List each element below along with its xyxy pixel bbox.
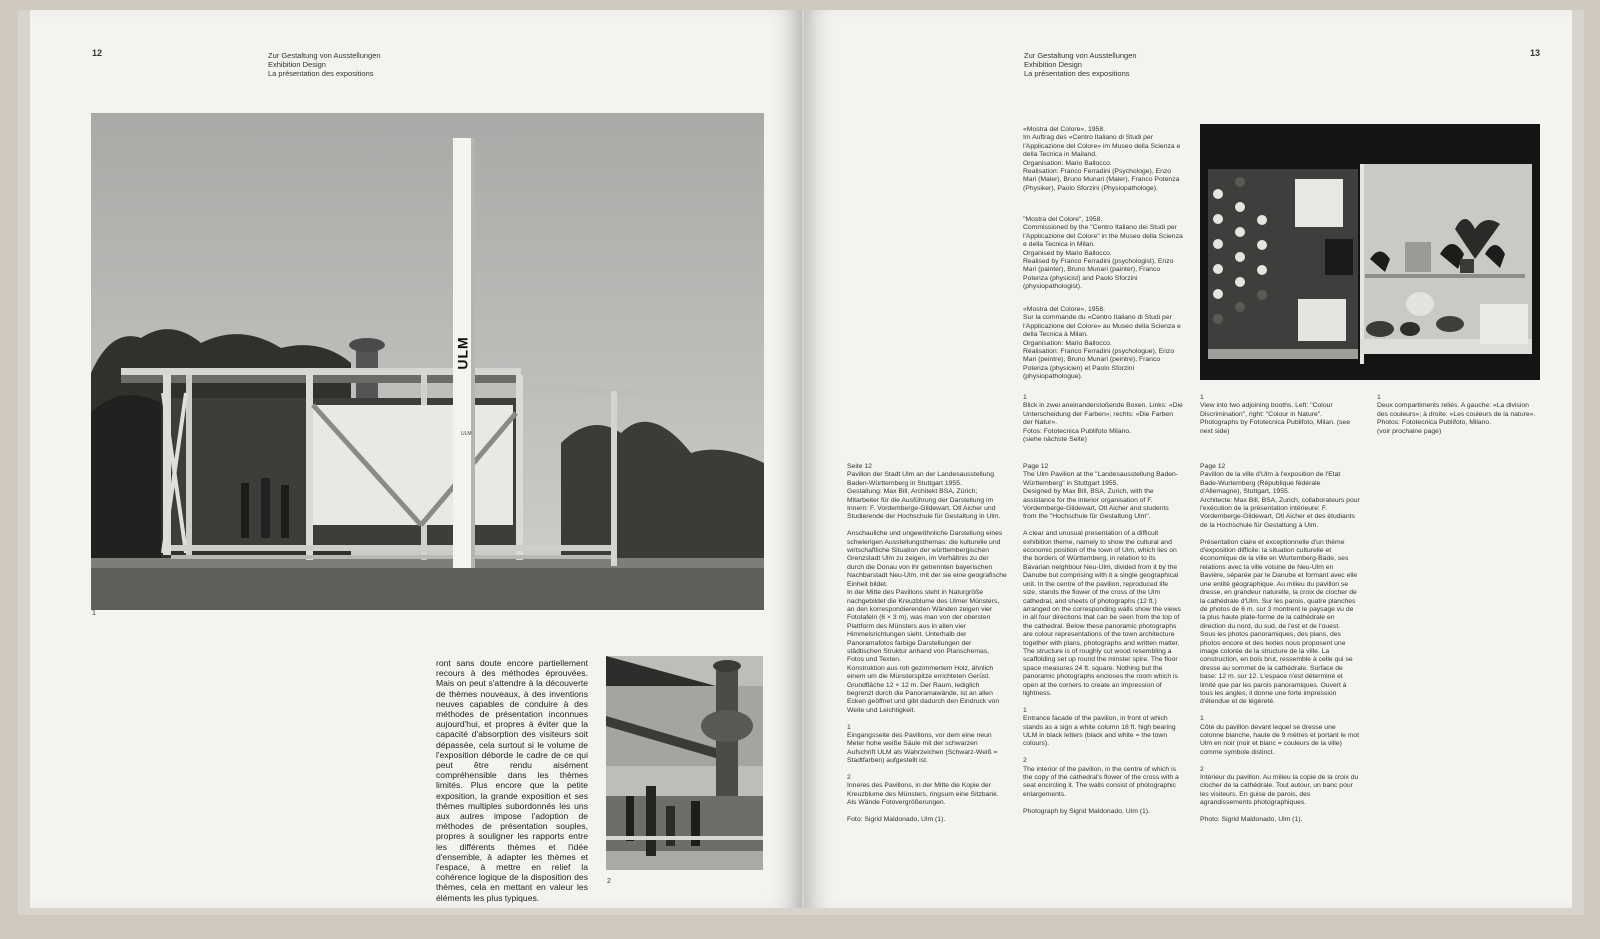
book-spread bbox=[18, 10, 1584, 915]
color-booth-photo bbox=[1200, 124, 1540, 380]
panel-small-sign: ULM bbox=[461, 431, 472, 437]
running-head-left: Zur Gestaltung von Ausstellungen Exhibition Design La présentation des expositions bbox=[268, 51, 381, 78]
booth-caption-english: 1 View into two adjoining booths. Left: "Colour Discrimination", right: "Colour in Nature". Photographs by Fototecnica Publifoto, Milan. (see next side) bbox=[1200, 394, 1350, 435]
figure-2-label: 2 bbox=[607, 878, 611, 885]
figure-1-label: 1 bbox=[92, 610, 96, 617]
text-column-french: Page 12 Pavillon de la ville d'Ulm à l'exposition de l'Etat Bade-Wurtemberg (République fédérale d'Allemagne), Stuttgart, 1955. Architecte: Max Bill, BSA, Zurich, collaborateurs pour l'exécution de la présentation intérieure: F. Vordemberge-Gildewart, Otl Aicher et des étudiants de la Hochschule für Gestaltung à Ulm. Présentation claire et exceptionnelle d'un thème d'exposition difficile: la situation culturelle et économique de la ville en Wurtemberg-Bade, ses relations avec la ville voisine de Neu-Ulm en Bavière, séparée par le Danube et formant avec elle une entité géographique. Au milieu du pavillon se dresse, en grandeur naturelle, la croix de clocher de la cathédrale d'Ulm. Sur les parois, quatre planches de photos de 6 m. sur 3 montrent le paysage vu de la plus haute plate-forme de la cathédrale en direction du nord, du sud, de l'est et de l'ouest. Sous les photos panoramiques, des plans, des photos encore et des textes nous proposent une image colorée de la structure de la ville. La construction, en bois brut, ressemble à celle qui se dresse au sommet de la cathédrale. Surface de base: 12 m. sur 12. L'espace n'est déterminé et limité que par les parois panoramiques. Ouvert à tous les angles, il donne une forte impression d'étendue et de légèreté. 1 Côté du pavillon devant lequel se dresse une colonne blanche, haute de 9 mètres et portant le mot Ulm en noir (noir et blanc = couleurs de la ville) comme symbole distinct. 2 Intérieur du pavillon. Au milieu la copie de la croix du clocher de la cathédrale. Tout autour, un banc pour les visiteurs. En guise de parois, des agrandissements photographiques. Photo: Sigrid Maldonado, Ulm (1). bbox=[1200, 463, 1360, 824]
right-page bbox=[804, 10, 1572, 908]
text-column-german: Seite 12 Pavillon der Stadt Ulm an der Landesausstellung Baden-Württemberg in Stuttgart 1955. Gestaltung: Max Bill, Architekt BSA, Zürich; Mitarbeiter für die Ausführung der Darstellung im Innern: F. Vordemberge-Gildewart, Otl Aicher und Studierende der Hochschule für Gestaltung in Ulm. Anschauliche und ungewöhnliche Darstellung eines schwierigen Ausstellungsthemas: die kulturelle und wirtschaftliche Situation der württembergischen Grenzstadt Ulm zu zeigen, im Verhältnis zu der durch die Donau von ihr getrennten bayerischen Nachbarstadt Neu-Ulm, mit der sie eine geografische Einheit bildet. In der Mitte des Pavillons steht in Naturgröße nachgebildet die Kreuzblume des Ulmer Münsters, an den korrespondierenden Wänden zeigen vier Fototafeln (6 × 3 m), was man von der obersten Plattform des Münsters aus in allen vier Himmelsrichtungen sieht. Unterhalb der Panoramafotos farbige Darstellungen der städtischen Struktur anhand von Planschemas, Fotos und Texten. Konstruktion aus roh gezimmertem Holz, ähnlich einem um die Münsterspitze errichteten Gerüst. Grundfläche 12 × 12 m. Der Raum, lediglich begrenzt durch die Panoramawände, ist an allen Ecken geöffnet und gibt dadurch den Eindruck von Weite und Leichtigkeit. 1 Eingangsseite des Pavillons, vor dem eine neun Meter hohe weiße Säule mit der schwarzen Aufschrift ULM als Wahrzeichen (Schwarz-Weiß = Stadtfarben) aufgestellt ist. 2 Inneres des Pavillons, in der Mitte die Kopie der Kreuzblume des Münsters, ringsum eine Sitzbank. Als Wände Fotovergrößerungen. Foto: Sigrid Maldonado, Ulm (1). bbox=[847, 463, 1007, 824]
ulm-column-sign: ULM bbox=[455, 336, 472, 370]
pavilion-interior-photo bbox=[606, 656, 763, 870]
left-page bbox=[30, 10, 802, 908]
body-text-french: ront sans doute encore partiellement recours à des méthodes éprouvées. Mais on peut s'attendre à la découverte de thèmes nouveaux, à des inventions neuves capables de conduire à des méthodes de présentation inconnues aujourd'hui, et propres à éviter que la capacité d'absorption des visiteurs soit dépassée, cela surtout si le volume de l'exposition déborde le cadre de ce qui peut être rendu aisément compréhensible dans les thèmes limités. Plus encore que la petite exposition, la grande exposition et ses thèmes multiples subordonnés les uns aux autres impose l'adoption de méthodes de présentation souples, propres à souligner les rapports entre les différents thèmes et l'idée d'ensemble, à adapter les thèmes et l'espace, à mettre en relief la cohérence logique de la disposition des thèmes, cela en mettant en valeur les éléments les plus typiques. bbox=[436, 658, 588, 903]
text-column-english: Page 12 The Ulm Pavilion at the "Landesausstellung Baden-Württemberg" in Stuttgart 1955. Designed by Max Bill, BSA, Zurich, with the assistance for the interior organisation of F. Vordemberge-Gildewart, Otl Aicher and students from the "Hochschule für Gestaltung Ulm". A clear and unusual presentation of a difficult exhibition theme, namely to show the cultural and economic position of the town of Ulm, which lies on the borders of Württemberg, in relation to its Bavarian neighbour Neu-Ulm, divided from it by the Danube but comprising with it a single geographical unit. In the centre of the pavilion, reproduced life size, stands the flower of the cross of the Ulm cathedral, and sheets of photographs (12 ft.) arranged on the corresponding walls show the views in all four directions that can be seen from the top of the cathedral. Below these panoramic photographs are colour representations of the town architecture together with plans, photographs and written matter. The structure is of roughly cut wood resembling a scaffolding set up round the minster spire. The floor space measures 24 ft. square. Nothing but the panoramic photographs encloses the room which is open at the corners to create an impression of lightness. 1 Entrance facade of the pavilion, in front of which stands as a sign a white column 18 ft. high bearing ULM in black letters (black and white = the town colours). 2 The interior of the pavilion, in the centre of which is the copy of the cathedral's flower of the cross with a seat encircling it. The walls consist of photographic enlargements. Photograph by Sigrid Maldonado, Ulm (1). bbox=[1023, 463, 1181, 815]
page-number-left: 12 bbox=[92, 48, 103, 58]
mostra-text-english: "Mostra del Colore", 1958. Commissioned by the "Centro Italiano dei Studi per l'Applicazione del Colore" in the Museo della Scienza e della Tecnica in Milan. Organised by Mario Ballocco. Realised by Franco Ferradini (psychologist), Enzo Mari (painter), Bruno Munari (painter), Franco Potenza (physicist) and Paolo Sforzini (physiopathologist). bbox=[1023, 216, 1183, 291]
mostra-text-french: «Mostra del Colore», 1958. Sur la commande du «Centro Italiano di Studi per l'Applicazione del Colore» au Museo della Scienza e della Tecnica à Milan. Organisation: Mario Ballocco. Réalisation: Franco Ferradini (psychologue), Enzo Mari (peintre), Bruno Munari (peintre), Franco Potenza (physicien) et Paolo Sforzini (physiopathologue). bbox=[1023, 306, 1181, 381]
booth-caption-german: 1 Blick in zwei aneinanderstoßende Boxen. Links: «Die Unterscheidung der Farben»; rechts: «Die Farben der Natur». Fotos: Fototecnica Publifoto Milano. (siehe nächste Seite) bbox=[1023, 394, 1183, 444]
pavilion-photo bbox=[91, 113, 764, 610]
page-number-right: 13 bbox=[1530, 48, 1541, 58]
booth-caption-french: 1 Deux compartiments reliés. A gauche: «La division des couleurs»; à droite: «Les couleurs de la nature». Photos: Fototecnica Publifoto, Milano. (voir prochaine page) bbox=[1377, 394, 1536, 435]
running-head-right: Zur Gestaltung von Ausstellungen Exhibition Design La présentation des expositions bbox=[1024, 51, 1137, 78]
mostra-text-german: «Mostra del Colore», 1958. Im Auftrag des «Centro Italiano di Studi per l'Applicazione del Colore» im Museo della Scienza e della Tecnica in Mailand. Organisation: Mario Ballocco. Realisation: Franco Ferradini (Psychologe), Enzo Mari (Maler), Bruno Munari (Maler), Franco Potenza (Physiker), Paolo Sforzini (Physiopathologe). bbox=[1023, 126, 1181, 192]
